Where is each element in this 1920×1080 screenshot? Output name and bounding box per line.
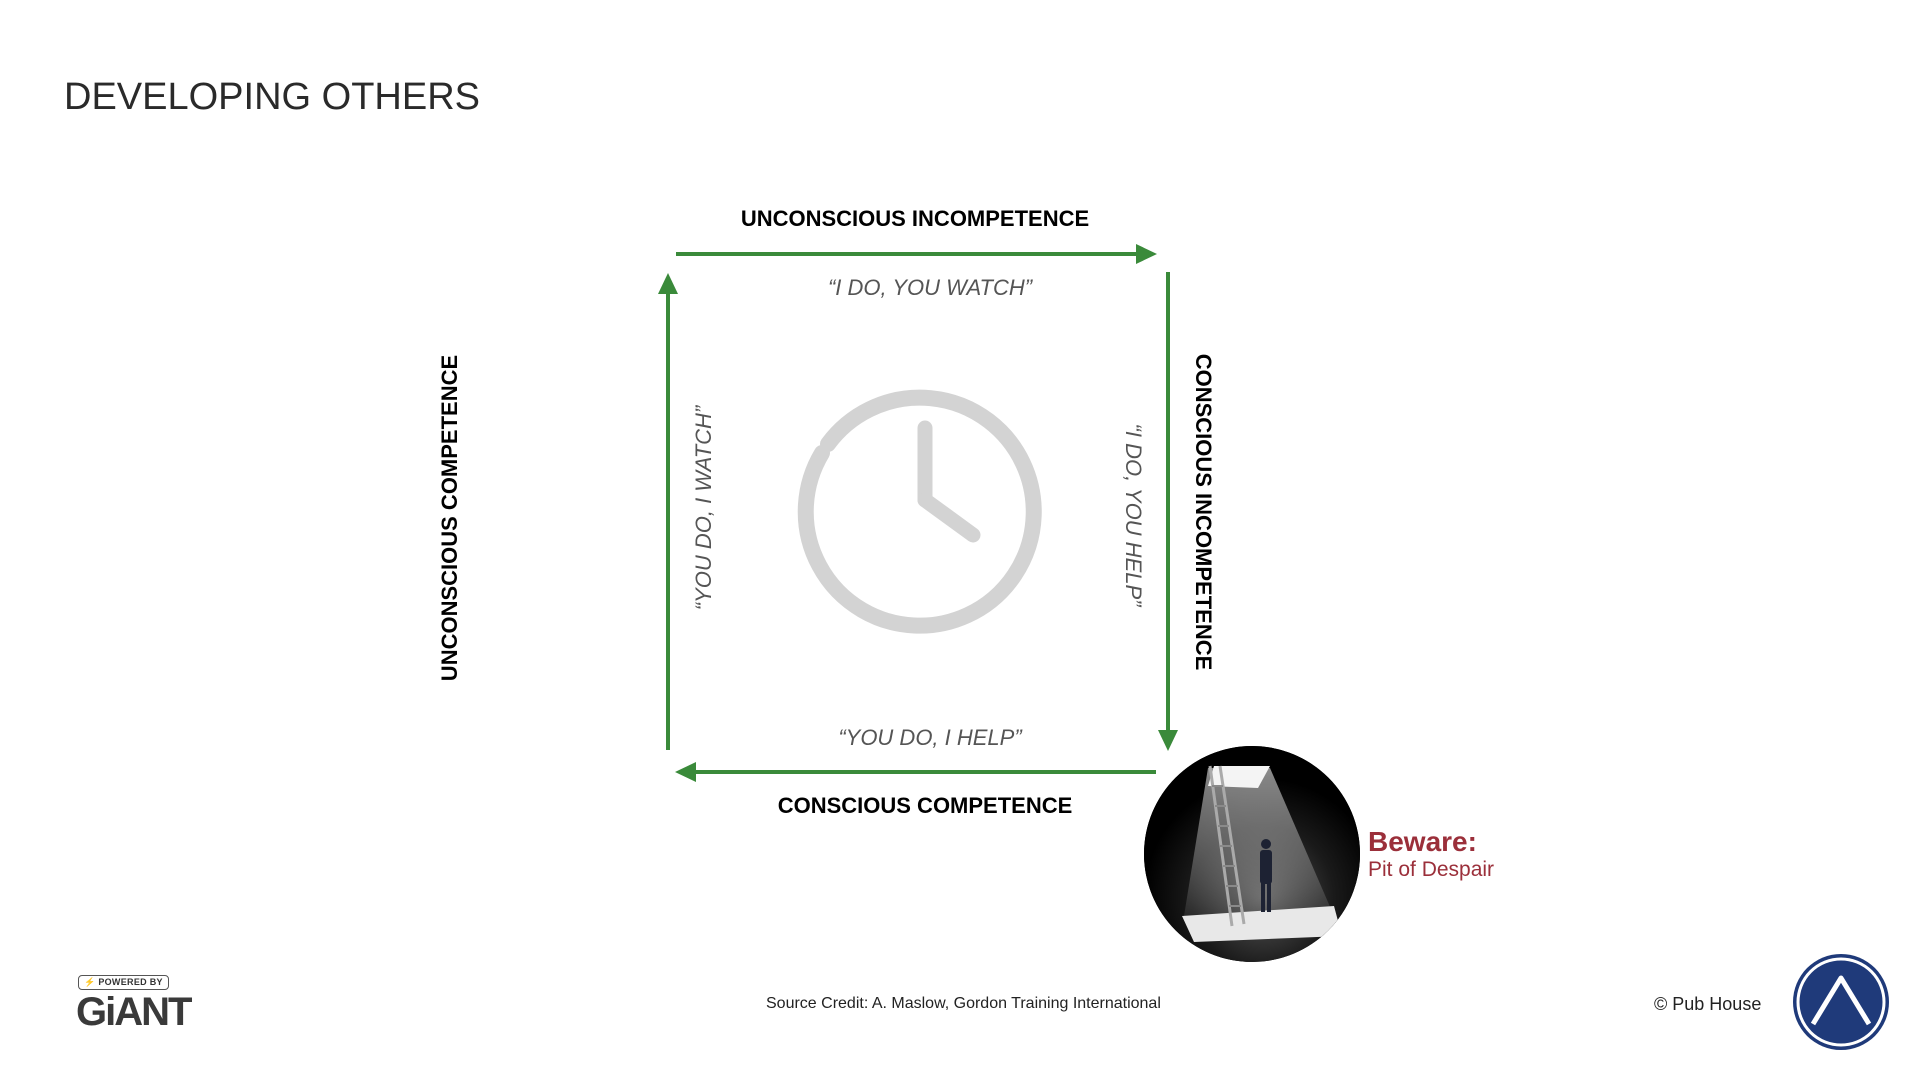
copyright-text: © Pub House — [1654, 994, 1762, 1014]
beware-subtitle: Pit of Despair — [1368, 858, 1495, 881]
lightning-icon: ⚡ — [84, 977, 96, 987]
stage-label-top: UNCONSCIOUS INCOMPETENCE — [740, 206, 1090, 231]
arrow-top — [676, 244, 1157, 264]
giant-logo: GiANT — [76, 990, 191, 1034]
arrow-right — [1158, 272, 1178, 751]
stage-label-bottom: CONSCIOUS COMPETENCE — [777, 793, 1073, 818]
beware-title: Beware: — [1368, 826, 1477, 857]
quote-left: “YOU DO, I WATCH” — [691, 405, 716, 611]
arrow-left — [658, 273, 678, 750]
stage-label-left: UNCONSCIOUS COMPETENCE — [437, 354, 462, 682]
quote-bottom: “YOU DO, I HELP” — [838, 725, 1022, 750]
source-credit: Source Credit: A. Maslow, Gordon Training International — [766, 995, 1161, 1012]
cycle-arrows — [658, 244, 1178, 782]
powered-by-badge — [78, 975, 169, 990]
pub-house-logo — [1791, 952, 1891, 1052]
quote-top: “I DO, YOU WATCH” — [827, 275, 1033, 300]
powered-by-text: POWERED BY — [98, 977, 163, 987]
clock-icon — [806, 398, 1034, 626]
pit-of-despair-image — [1144, 746, 1360, 962]
page-title: DEVELOPING OTHERS — [64, 76, 480, 118]
arrow-bottom — [675, 762, 1156, 782]
quote-right: “I DO, YOU HELP” — [1121, 423, 1146, 607]
stage-label-right: CONSCIOUS INCOMPETENCE — [1191, 353, 1216, 671]
